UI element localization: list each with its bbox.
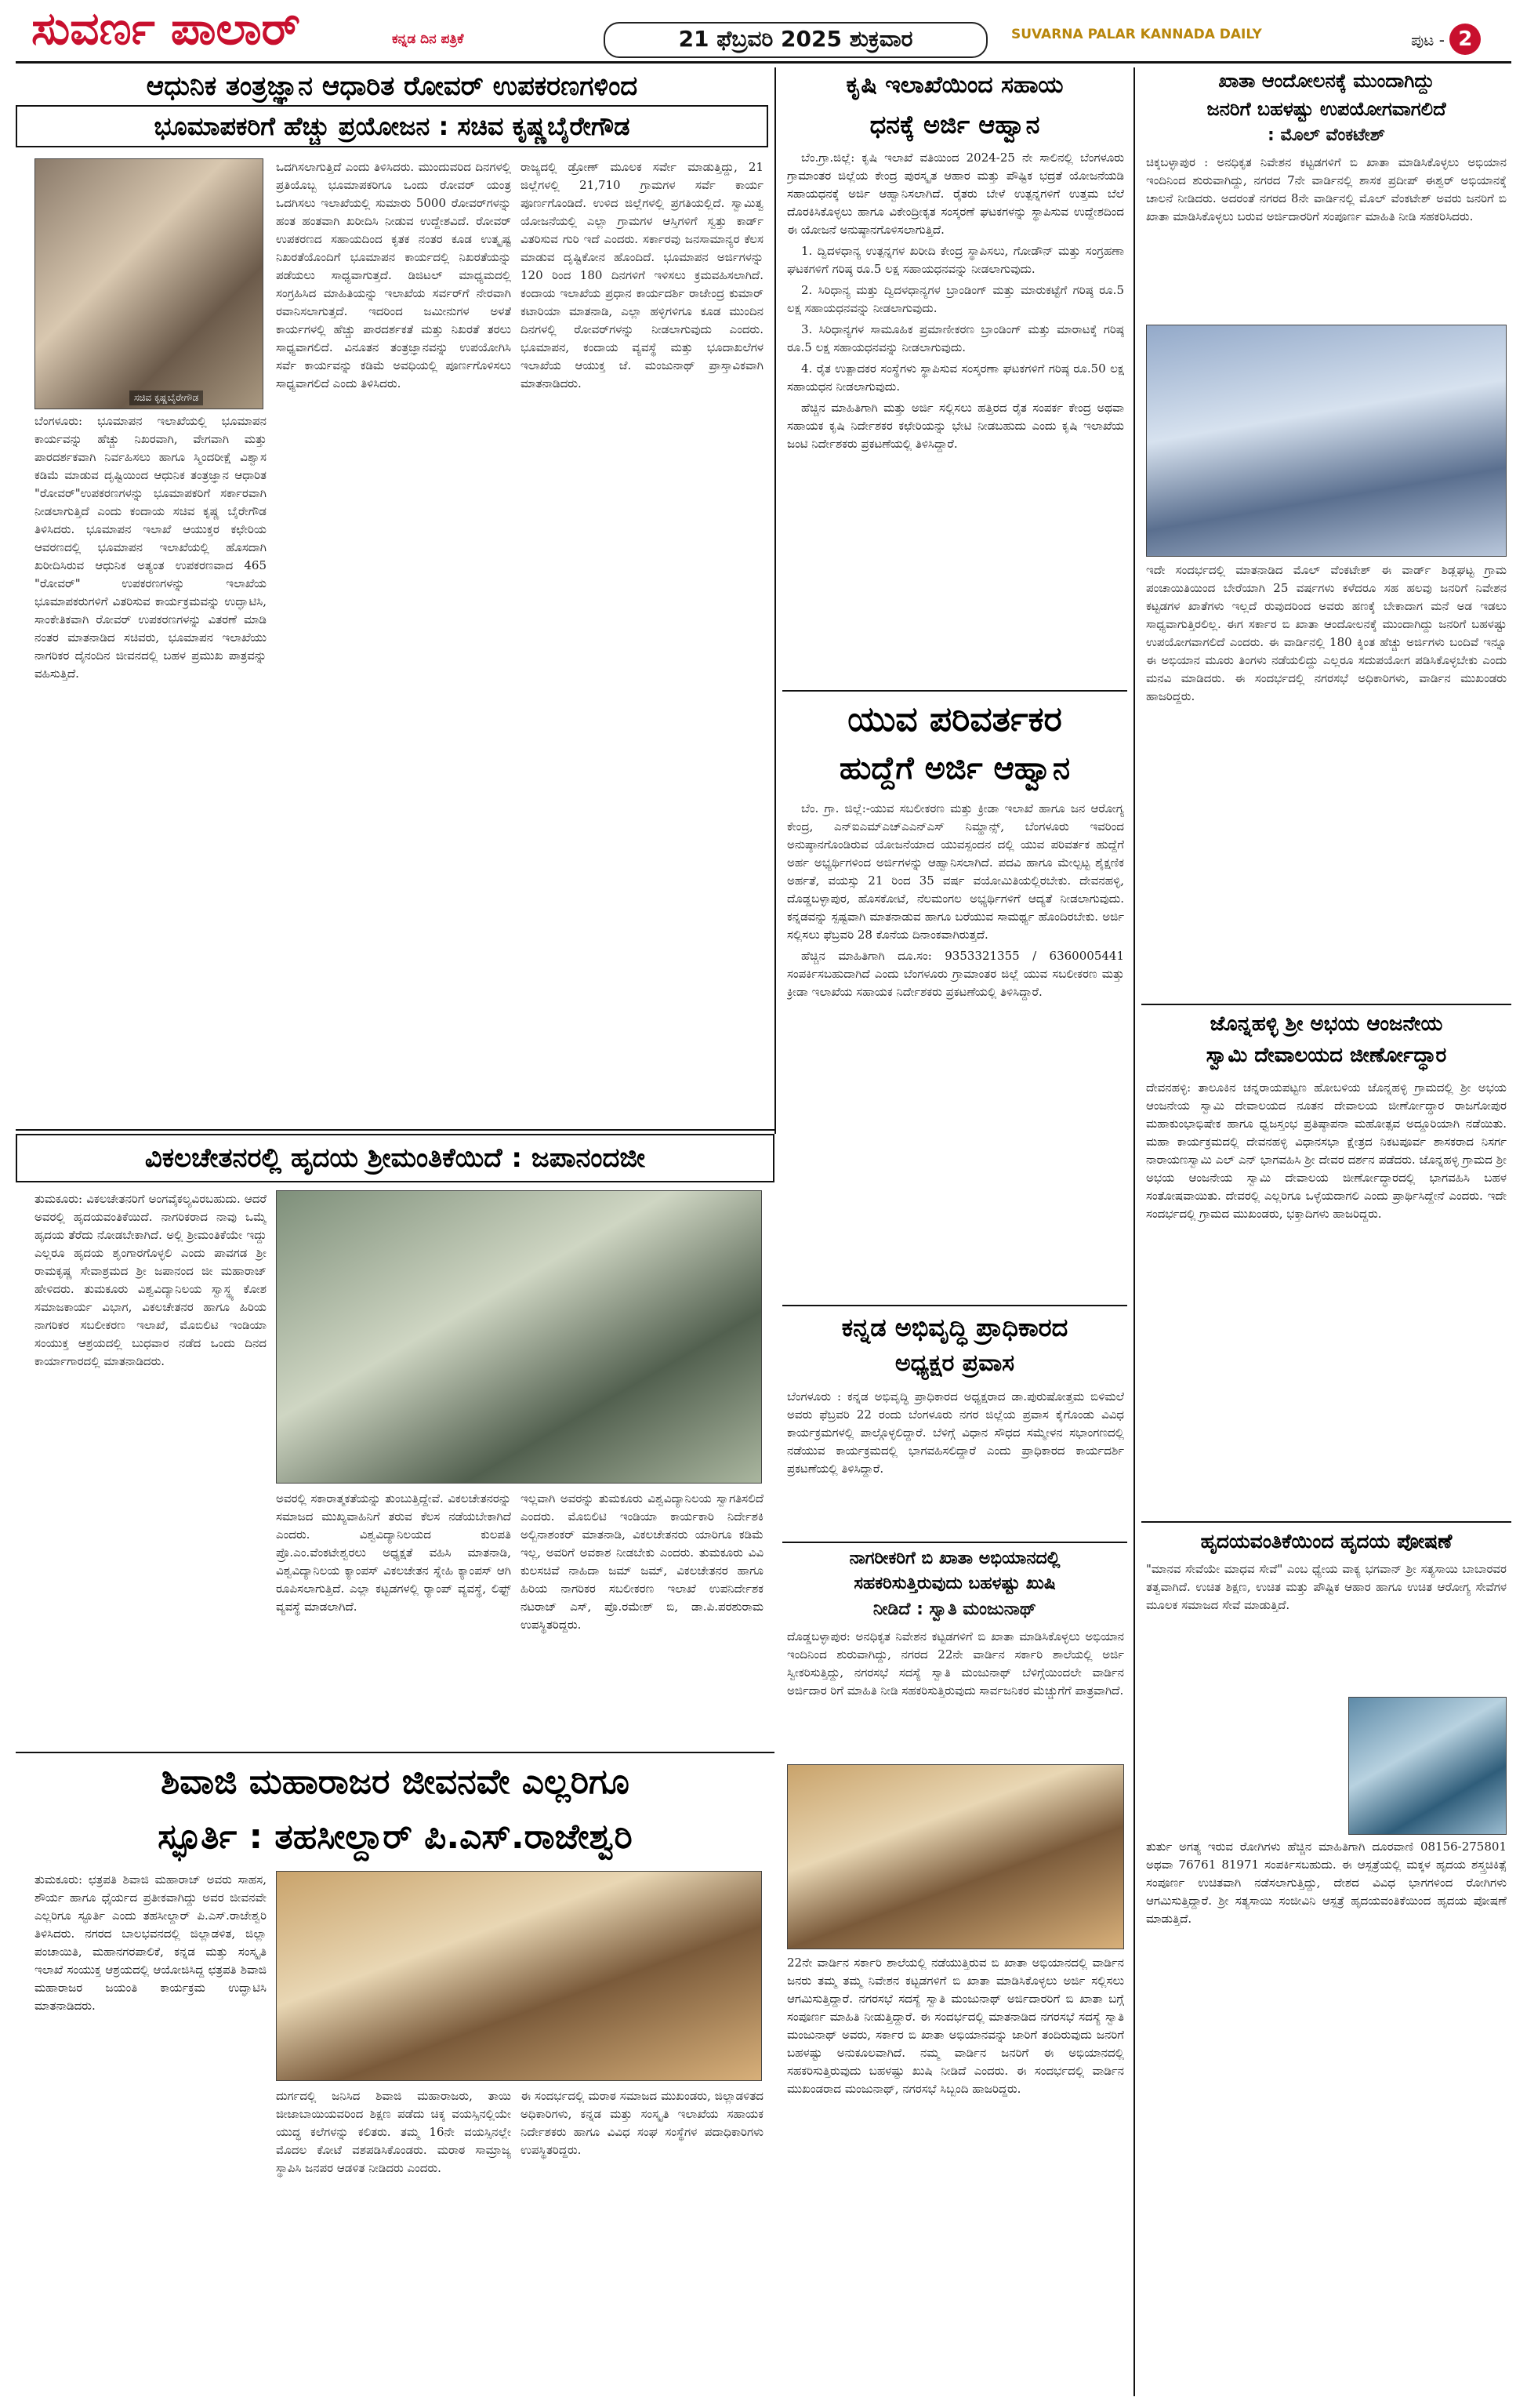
shivaji-headline-2: ಸ್ಫೂರ್ತಿ : ತಹಸೀಲ್ದಾರ್ ಪಿ.ಎಸ್.ರಾಜೇಶ್ವರಿ: [158, 1817, 633, 1857]
krishi-text: [787, 149, 1124, 706]
anjaneya-headline-2: ಸ್ವಾಮಿ ದೇವಾಲಯದ ಜೀರ್ಣೋದ್ಧಾರ: [1206, 1044, 1447, 1067]
shivaji-text-col2: ದುರ್ಗದಲ್ಲಿ ಜನಿಸಿದ ಶಿವಾಜಿ ಮಹಾರಾಜರು, ತಾಯಿ ಜೀಜಾಬಾಯಿಯವರಿಂದ ಶಿಕ್ಷಣ ಪಡೆದು ಚಿಕ್ಕ ವಯಸ್ಸಿನಲ್ಲಿಯೇ ಯುದ್ಧ ಕಲೆಗಳನ್ನು ಕಲಿತರು. ತಮ್ಮ 16ನೇ ವಯಸ್ಸಿನಲ್ಲೇ ಮೊದಲ ಕೋಟೆ ವಶಪಡಿಸಿಕೊಂಡರು. ಮರಾಠ ಸಾಮ್ರಾಜ್ಯ ಸ್ಥಾಪಿಸಿ ಜನಪರ ಆಡಳಿತ ನೀಡಿದರು ಎಂದರು.: [276, 2089, 511, 2175]
column-divider-1: [774, 67, 776, 1134]
anjaneya-headline-1: ಜೊನ್ನಹಳ್ಳಿ ಶ್ರೀ ಅಭಯ ಆಂಜನೇಯ: [1210, 1012, 1443, 1036]
hrudaya-text-top: "ಮಾನವ ಸೇವೆಯೇ ಮಾಧವ ಸೇವೆ" ಎಂಬ ಧ್ಯೇಯ ವಾಕ್ಯ ಭಗವಾನ್ ಶ್ರೀ ಸತ್ಯಸಾಯಿ ಬಾಬಾರವರ ತತ್ವವಾಗಿದೆ. ಉಚಿತ ಶಿಕ್ಷಣ, ಉಚಿತ ಮತ್ತು ಪೌಷ್ಟಿಕ ಆಹಾರ ಹಾಗೂ ಉಚಿತ ಆರೋಗ್ಯ ಸೇವೆಗಳ ಮೂಲಕ ಸಮಾಜದ ಸೇವೆ ಮಾಡುತ್ತಿದೆ.: [1146, 1562, 1507, 1612]
japananda-text-col3: ಇಲ್ಲವಾಗಿ ಅವರನ್ನು ತುಮಕೂರು ವಿಶ್ವವಿದ್ಯಾನಿಲಯ ಸ್ವಾಗತಿಸಲಿದೆ ಎಂದರು. ಮೊಬಿಲಿಟಿ ಇಂಡಿಯಾ ಕಾರ್ಯಕಾರಿ ನಿರ್ದೇಶಕಿ ಅಲ್ಬಿನಾಶಂಕರ್ ಮಾತನಾಡಿ, ವಿಕಲಚೇತನರು ಯಾರಿಗೂ ಕಡಿಮೆ ಇಲ್ಲ, ಅವರಿಗೆ ಅವಕಾಶ ನೀಡಬೇಕು ಎಂದರು. ತುಮಕೂರು ವಿವಿ ಕುಲಸಚಿವೆ ನಾಹಿದಾ ಜಮ್ ಜಮ್, ವಿಕಲಚೇತನರ ಹಾಗೂ ಹಿರಿಯ ನಾಗರಿಕರ ಸಬಲೀಕರಣ ಇಲಾಖೆ ಉಪನಿರ್ದೇಶಕ ನಟರಾಜ್ ಎಸ್, ಪ್ರೊ.ರಮೇಶ್ ಬಿ, ಡಾ.ಪಿ.ಪರಶುರಾಮ ಉಪಸ್ಥಿತರಿದ್ದರು.: [520, 1491, 764, 1632]
japananda-text-col2: ಅವರಲ್ಲಿ ಸಕಾರಾತ್ಮಕತೆಯನ್ನು ತುಂಬುತ್ತಿದ್ದೇವೆ. ವಿಕಲಚೇತನರನ್ನು ಸಮಾಜದ ಮುಖ್ಯವಾಹಿನಿಗೆ ತರುವ ಕೆಲಸ ನಡೆಯಬೇಕಾಗಿದೆ ಎಂದರು. ವಿಶ್ವವಿದ್ಯಾನಿಲಯದ ಕುಲಪತಿ ಪ್ರೊ.ಎಂ.ವೆಂಕಟೇಶ್ವರಲು ಅಧ್ಯಕ್ಷತೆ ವಹಿಸಿ ಮಾತನಾಡಿ, ವಿಶ್ವವಿದ್ಯಾನಿಲಯ ಕ್ಯಾಂಪಸ್ ವಿಕಲಚೇತನ ಸ್ನೇಹಿ ಕ್ಯಾಂಪಸ್ ಆಗಿ ರೂಪಿಸಲಾಗುತ್ತಿದೆ. ಎಲ್ಲಾ ಕಟ್ಟಡಗಳಲ್ಲಿ ರ್‍ಯಾಂಪ್ ವ್ಯವಸ್ಥೆ, ಲಿಫ್ಟ್ ವ್ಯವಸ್ಥೆ ಮಾಡಲಾಗಿದೆ.: [276, 1491, 511, 1614]
divider-rover-japananda: [16, 1129, 774, 1131]
molu-headline-2: ಜನರಿಗೆ ಬಹಳಷ್ಟು ಉಪಯೋಗವಾಗಲಿದೆ: [1206, 98, 1446, 120]
krishi-point-3: 3. ಸಿರಿಧಾನ್ಯಗಳ ಸಾಮೂಹಿಕ ಪ್ರಮಾಣೀಕರಣ ಬ್ರಾಂಡಿಂಗ್ ಮತ್ತು ಮಾರಾಟಕ್ಕೆ ಗರಿಷ್ಠ ರೂ.5 ಲಕ್ಷ ಸಹಾಯಧನವನ್ನು ನೀಡಲಾಗುವುದು.: [787, 322, 1124, 354]
khata-text-top: ದೊಡ್ಡಬಳ್ಳಾಪುರ: ಅನಧಿಕೃತ ನಿವೇಶನ ಕಟ್ಟಡಗಳಿಗೆ ಬಿ ಖಾತಾ ಮಾಡಿಸಿಕೊಳ್ಳಲು ಅಭಿಯಾನ ಇಂದಿನಿಂದ ಶುರುವಾಗಿದ್ದು, ನಗರದ 22ನೇ ವಾರ್ಡಿನ ಸರ್ಕಾರಿ ಶಾಲೆಯಲ್ಲಿ ಅರ್ಜಿ ಸ್ವೀಕರಿಸುತ್ತಿದ್ದು, ನಗರಸಭೆ ಸದಸ್ಯೆ ಸ್ವಾತಿ ಮಂಜುನಾಥ್ ಬೆಳಿಗ್ಗೆಯಿಂದಲೇ ವಾರ್ಡಿನ ಅರ್ಜಿದಾರ ರಿಗೆ ಮಾಹಿತಿ ನೀಡಿ ಸಹಕರಿಸುತ್ತಿರುವುದು ಸಾರ್ವಜನಿಕರ ಮೆಚ್ಚುಗೆಗೆ ಪಾತ್ರವಾಗಿದೆ.: [787, 1629, 1124, 1698]
kannada-text: ಬೆಂಗಳೂರು : ಕನ್ನಡ ಅಭಿವೃದ್ಧಿ ಪ್ರಾಧಿಕಾರದ ಅಧ್ಯಕ್ಷರಾದ ಡಾ.ಪುರುಷೋತ್ತಮ ಬಿಳಿಮಲೆ ಅವರು ಫೆಬ್ರವರಿ 22 ರಂದು ಬೆಂಗಳೂರು ನಗರ ಜಿಲ್ಲೆಯ ಪ್ರವಾಸ ಕೈಗೊಂಡು ವಿವಿಧ ಕಾರ್ಯಕ್ರಮಗಳಲ್ಲಿ ಪಾಲ್ಗೊಳ್ಳಲಿದ್ದಾರೆ. ಬೆಳಿಗ್ಗೆ ವಿಧಾನ ಸೌಧದ ಸಮ್ಮೇಳನ ಸಭಾಂಗಣದಲ್ಲಿ ನಡೆಯುವ ಕಾರ್ಯಕ್ರಮದಲ್ಲಿ ಭಾಗವಹಿಸಲಿದ್ದಾರೆ ಎಂದು ಪ್ರಾಧಿಕಾರದ ಕಾರ್ಯದರ್ಶಿ ಪ್ರಕಟಣೆಯಲ್ಲಿ ತಿಳಿಸಿದ್ದಾರೆ.: [787, 1389, 1124, 1476]
krishi-point-1: 1. ದ್ವಿದಳಧಾನ್ಯ ಉತ್ಪನ್ನಗಳ ಖರೀದಿ ಕೇಂದ್ರ ಸ್ಥಾಪಿಸಲು, ಗೋಡೌನ್ ಮತ್ತು ಸಂಗ್ರಹಣಾ ಘಟಕಗಳಿಗೆ ಗರಿಷ್ಠ ರೂ.5 ಲಕ್ಷ ಸಹಾಯಧನವನ್ನು ನೀಡಲಾಗುವುದು.: [787, 244, 1124, 276]
hrudaya-photo: [1348, 1697, 1507, 1835]
column-divider-2: [1133, 67, 1135, 2396]
japananda-headline: ವಿಕಲಚೇತನರಲ್ಲಿ ಹೃದಯ ಶ್ರೀಮಂತಿಕೆಯಿದೆ : ಜಪಾನಂದಜೀ: [16, 1134, 774, 1182]
divider-molu-anjaneya: [1141, 1004, 1511, 1005]
divider-krishi-yuva: [782, 690, 1127, 692]
divider-yuva-kannada: [782, 1305, 1127, 1306]
rover-text-col3: ರಾಜ್ಯದಲ್ಲಿ ಡ್ರೋಣ್ ಮೂಲಕ ಸರ್ವೇ ಮಾಡುತ್ತಿದ್ದು, 21 ಜಿಲ್ಲೆಗಳಲ್ಲಿ 21,710 ಗ್ರಾಮಗಳ ಸರ್ವೆ ಕಾರ್ಯ ಪೂರ್ಣಗೊಂಡಿದೆ. ಉಳಿದ ಜಿಲ್ಲೆಗಳಲ್ಲಿ ಪ್ರಗತಿಯಲ್ಲಿದೆ. ಸ್ವಾಮಿತ್ವ ಯೋಜನೆಯಲ್ಲಿ ಎಲ್ಲಾ ಗ್ರಾಮಗಳ ಆಸ್ತಿಗಳಿಗೆ ಸ್ವತ್ತು ಕಾರ್ಡ್ ವಿತರಿಸುವ ಗುರಿ ಇದೆ ಎಂದರು. ಸರ್ಕಾರವು ಜನಸಾಮಾನ್ಯರ ಕೆಲಸ ಮಾಡುವ ದೃಷ್ಟಿಕೋನ ಹೊಂದಿದೆ. ಭೂಮಾಪನ ಅರ್ಜಿಗಳನ್ನು 120 ರಿಂದ 180 ದಿನಗಳಿಗೆ ಇಳಿಸಲು ಕ್ರಮವಹಿಸಲಾಗಿದೆ. ಕಂದಾಯ ಇಲಾಖೆಯ ಪ್ರಧಾನ ಕಾರ್ಯದರ್ಶಿ ರಾಜೇಂದ್ರ ಕುಮಾರ್ ಕಟಾರಿಯಾ ಮಾತನಾಡಿ, ಎಲ್ಲಾ ಹಳ್ಳಿಗಳಿಗೂ ಕೂಡ ಮುಂದಿನ ದಿನಗಳಲ್ಲಿ ರೋವರ್‌ಗಳನ್ನು ನೀಡಲಾಗುವುದು ಎಂದರು. ಭೂಮಾಪನ, ಕಂದಾಯ ವ್ಯವಸ್ಥೆ ಮತ್ತು ಭೂದಾಖಲೆಗಳ ಇಲಾಖೆಯ ಆಯುಕ್ತ ಜೆ. ಮಂಜುನಾಥ್ ಪ್ರಾಸ್ತಾವಿಕವಾಗಿ ಮಾತನಾಡಿದರು.: [520, 160, 764, 390]
krishi-intro: ಬೆಂ.ಗ್ರಾ.ಜಿಲ್ಲೆ: ಕೃಷಿ ಇಲಾಖೆ ವತಿಯಿಂದ 2024-25 ನೇ ಸಾಲಿನಲ್ಲಿ ಬೆಂಗಳೂರು ಗ್ರಾಮಾಂತರ ಜಿಲ್ಲೆಯ ಕೇಂದ್ರ ಪುರಸ್ಕೃತ ಆಹಾರ ಮತ್ತು ಪೌಷ್ಟಿಕ ಭದ್ರತೆ ಯೋಜನೆಯಡಿ ಸಹಾಯಧನಕ್ಕೆ ಅರ್ಜಿ ಆಹ್ವಾನಿಸಲಾಗಿದೆ. ರೈತರು ಬೇಳೆ ಉತ್ಪನ್ನಗಳಿಗೆ ಉತ್ತಮ ಬೆಲೆ ದೊರಕಿಸಿಕೊಳ್ಳಲು ಹಾಗೂ ವಿಕೇಂದ್ರೀಕೃತ ಸಂಸ್ಕರಣೆ ಘಟಕಗಳನ್ನು ಸ್ಥಾಪಿಸುವ ಉದ್ದೇಶದಿಂದ ಈ ಯೋಜನೆ ಅನುಷ್ಠಾನಗೊಳಿಸಲಾಗುತ್ತಿದೆ.: [787, 151, 1124, 237]
rover-headline-2: ಭೂಮಾಪಕರಿಗೆ ಹೆಚ್ಚು ಪ್ರಯೋಜನ : ಸಚಿವ ಕೃಷ್ಣಬೈರೇಗೌಡ: [16, 105, 768, 147]
krishi-headline-1: ಕೃಷಿ ಇಲಾಖೆಯಿಂದ ಸಹಾಯ: [846, 71, 1064, 99]
molu-text-top: ಚಿಕ್ಕಬಳ್ಳಾಪುರ : ಅನಧಿಕೃತ ನಿವೇಶನ ಕಟ್ಟಡಗಳಿಗೆ ಬಿ ಖಾತಾ ಮಾಡಿಸಿಕೊಳ್ಳಲು ಅಭಿಯಾನ ಇಂದಿನಿಂದ ಶುರುವಾಗಿದ್ದು, ನಗರದ 7ನೇ ವಾರ್ಡಿನಲ್ಲಿ ಶಾಸಕ ಪ್ರದೀಪ್ ಈಶ್ವರ್ ಅಭಿಯಾನಕ್ಕೆ ಚಾಲನೆ ನೀಡಿದರು. ಅದರಂತೆ ನಗರದ 8ನೇ ವಾರ್ಡಿನಲ್ಲಿ ಮೊಲ್ ವೆಂಕಟೇಶ್ ಅವರು ಜನರಿಗೆ ಬಿ ಖಾತಾ ಮಾಡಿಸಿಕೊಳ್ಳಲು ಬರುವ ಅರ್ಜಿದಾರರಿಗೆ ಸಂಪೂರ್ಣ ಮಾಹಿತಿ ನೀಡಿ ಸಹಕರಿಸಿದರು.: [1146, 155, 1507, 223]
japananda-photo: [276, 1190, 762, 1484]
molu-headline-1: ಖಾತಾ ಆಂದೋಲನಕ್ಕೆ ಮುಂದಾಗಿದ್ದು: [1218, 70, 1435, 92]
divider-japananda-shivaji: [16, 1752, 774, 1753]
anjaneya-text: ದೇವನಹಳ್ಳಿ: ತಾಲೂಕಿನ ಚನ್ನರಾಯಪಟ್ಟಣ ಹೋಬಳಿಯ ಜೊನ್ನಹಳ್ಳಿ ಗ್ರಾಮದಲ್ಲಿ ಶ್ರೀ ಅಭಯ ಆಂಜನೇಯ ಸ್ವಾಮಿ ದೇವಾಲಯದ ನೂತನ ದೇವಾಲಯ ಜೀರ್ಣೋದ್ಧಾರ ರಾಜಗೋಪುರ ಮಹಾಕುಂಭಾಭಿಷೇಕ ಹಾಗೂ ಧ್ವಜಸ್ತಂಭ ಪ್ರತಿಷ್ಠಾಪನಾ ಮಹೋತ್ಸವ ಅದ್ದೂರಿಯಾಗಿ ನಡೆಯಿತು. ಮಹಾ ಕಾರ್ಯಕ್ರಮದಲ್ಲಿ ದೇವನಹಳ್ಳಿ ವಿಧಾನಸಭಾ ಕ್ಷೇತ್ರದ ನಿಕಟಪೂರ್ವ ಶಾಸಕರಾದ ನಿಸರ್ಗ ನಾರಾಯಣಸ್ವಾಮಿ ಎಲ್ ಎನ್ ಭಾಗವಹಿಸಿ ಶ್ರೀ ದೇವರ ದರ್ಶನ ಪಡೆದರು. ಜೊನ್ನಹಳ್ಳಿ ಗ್ರಾಮದ ಶ್ರೀ ಅಭಯ ಆಂಜನೇಯ ಸ್ವಾಮಿ ದೇವಾಲಯ ಜೀರ್ಣೋದ್ಧಾರದಲ್ಲಿ ಭಾಗವಹಿಸಿ ಬಹಳ ಸಂತೋಷವಾಯಿತು. ದೇವರಲ್ಲಿ ಎಲ್ಲರಿಗೂ ಒಳ್ಳೆಯದಾಗಲಿ ಎಂದು ಪ್ರಾರ್ಥಿಸಿದ್ದೇನೆ ಎಂದರು. ಇದೇ ಸಂದರ್ಭದಲ್ಲಿ ಗ್ರಾಮದ ಮುಖಂಡರು, ಭಕ್ತಾದಿಗಳು ಹಾಜರಿದ್ದರು.: [1146, 1081, 1507, 1221]
krishi-headline-2: ಧನಕ್ಕೆ ಅರ್ಜಿ ಆಹ್ವಾನ: [869, 110, 1040, 140]
masthead-rule: [16, 61, 1511, 64]
shivaji-photo: [276, 1871, 762, 2081]
newspaper-title: ಸುವರ್ಣ ಪಾಲಾರ್: [31, 2, 301, 55]
yuva-contact: ಹೆಚ್ಚಿನ ಮಾಹಿತಿಗಾಗಿ ದೂ.ಸಂ: 9353321355 / 6360005441 ಸಂಪರ್ಕಿಸಬಹುದಾಗಿದೆ ಎಂದು ಬೆಂಗಳೂರು ಗ್ರಾಮಾಂತರ ಜಿಲ್ಲೆ ಯುವ ಸಬಲೀಕರಣ ಮತ್ತು ಕ್ರೀಡಾ ಇಲಾಖೆಯ ಸಹಾಯಕ ನಿರ್ದೇಶಕರು ಪ್ರಕಟಣೆಯಲ್ಲಿ ತಿಳಿಸಿದ್ದಾರೆ.: [787, 949, 1124, 999]
khata-text-bottom: 22ನೇ ವಾರ್ಡಿನ ಸರ್ಕಾರಿ ಶಾಲೆಯಲ್ಲಿ ನಡೆಯುತ್ತಿರುವ ಬಿ ಖಾತಾ ಅಭಿಯಾನದಲ್ಲಿ ವಾರ್ಡಿನ ಜನರು ತಮ್ಮ ತಮ್ಮ ನಿವೇಶನ ಕಟ್ಟಡಗಳಿಗೆ ಬಿ ಖಾತಾ ಮಾಡಿಸಿಕೊಳ್ಳಲು ಅರ್ಜಿ ಸಲ್ಲಿಸಲು ಆಗಮಿಸುತ್ತಿದ್ದಾರೆ. ನಗರಸಭೆ ಸದಸ್ಯೆ ಸ್ವಾತಿ ಮಂಜುನಾಥ್ ಅರ್ಜಿದಾರರಿಗೆ ಬಿ ಖಾತಾ ಬಗ್ಗೆ ಸಂಪೂರ್ಣ ಮಾಹಿತಿ ನೀಡುತ್ತಿದ್ದಾರೆ. ಈ ಸಂದರ್ಭದಲ್ಲಿ ಮಾತನಾಡಿದ ನಗರಸಭೆ ಸದಸ್ಯೆ ಸ್ವಾತಿ ಮಂಜುನಾಥ್ ಅವರು, ಸರ್ಕಾರ ಬಿ ಖಾತಾ ಅಭಿಯಾನವನ್ನು ಜಾರಿಗೆ ತಂದಿರುವುದು ಜನರಿಗೆ ಬಹಳಷ್ಟು ಅನುಕೂಲವಾಗಿದೆ. ನಮ್ಮ ವಾರ್ಡಿನ ಜನರಿಗೆ ಈ ಅಭಿಯಾನದಲ್ಲಿ ಸಹಕರಿಸುತ್ತಿರುವುದು ಬಹಳಷ್ಟು ಖುಷಿ ನೀಡಿದೆ ಎಂದರು. ಈ ಸಂದರ್ಭದಲ್ಲಿ ವಾರ್ಡಿನ ಮುಖಂಡರಾದ ಮಂಜುನಾಥ್, ನಗರಸಭೆ ಸಿಬ್ಬಂದಿ ಹಾಜರಿದ್ದರು.: [787, 1956, 1124, 2096]
kannada-headline-1: ಕನ್ನಡ ಅಭಿವೃದ್ಧಿ ಪ್ರಾಧಿಕಾರದ: [841, 1313, 1068, 1342]
khata-headline-2: ಸಹಕರಿಸುತ್ತಿರುವುದು ಬಹಳಷ್ಟು ಖುಷಿ: [854, 1574, 1056, 1593]
hrudaya-headline: ಹೃದಯವಂತಿಕೆಯಿಂದ ಹೃದಯ ಪೋಷಣೆ: [1200, 1530, 1453, 1553]
molu-photo: [1146, 325, 1507, 557]
rover-headline-1: ಆಧುನಿಕ ತಂತ್ರಜ್ಞಾನ ಆಧಾರಿತ ರೋವರ್ ಉಪಕರಣಗಳಿಂದ: [146, 71, 638, 102]
divider-kannada-khata: [782, 1542, 1127, 1543]
shivaji-text-col3: ಈ ಸಂದರ್ಭದಲ್ಲಿ ಮರಾಠ ಸಮಾಜದ ಮುಖಂಡರು, ಜಿಲ್ಲಾಡಳಿತದ ಅಧಿಕಾರಿಗಳು, ಕನ್ನಡ ಮತ್ತು ಸಂಸ್ಕೃತಿ ಇಲಾಖೆಯ ಸಹಾಯಕ ನಿರ್ದೇಶಕರು ಹಾಗೂ ವಿವಿಧ ಸಂಘ ಸಂಸ್ಥೆಗಳ ಪದಾಧಿಕಾರಿಗಳು ಉಪಸ್ಥಿತರಿದ್ದರು.: [520, 2089, 764, 2157]
molu-text-bottom: ಇದೇ ಸಂದರ್ಭದಲ್ಲಿ ಮಾತನಾಡಿದ ಮೊಲ್ ವೆಂಕಟೇಶ್ ಈ ವಾರ್ಡ್ ಶಿಡ್ಲಘಟ್ಟ ಗ್ರಾಮ ಪಂಚಾಯಿತಿಯಿಂದ ಬೇರೆಯಾಗಿ 25 ವರ್ಷಗಳು ಕಳೆದರೂ ಸಹ ಹಲವು ಜನರಿಗೆ ನಿವೇಶನ ಕಟ್ಟಡಗಳ ಖಾತೆಗಳು ಇಲ್ಲದೆ ರುವುದರಿಂದ ಅವರು ಹಣಕ್ಕೆ ಬೇಕಾದಾಗ ಮನೆ ಅಡ ಇಡಲು ಸಾಧ್ಯವಾಗುತ್ತಿರಲಿಲ್ಲ. ಈಗ ಸರ್ಕಾರ ಬಿ ಖಾತಾ ಆಂದೋಲನಕ್ಕೆ ಮುಂದಾಗಿದ್ದು ಜನರಿಗೆ ಬಹಳಷ್ಟು ಉಪಯೋಗವಾಗಲಿದೆ ಎಂದರು. ಈ ವಾರ್ಡಿನಲ್ಲಿ 180 ಕ್ಕಿಂತ ಹೆಚ್ಚು ಅರ್ಜಿಗಳು ಬಂದಿವೆ ಇನ್ನೂ ಈ ಅಭಿಯಾನ ಮೂರು ತಿಂಗಳು ನಡೆಯಲಿದ್ದು ಎಲ್ಲರೂ ಸದುಪಯೋಗ ಪಡಿಸಿಕೊಳ್ಳಬೇಕು ಎಂದು ಮನವಿ ಮಾಡಿದರು. ಈ ಸಂದರ್ಭದಲ್ಲಿ ನಗರಸಭೆ ಅಧಿಕಾರಿಗಳು, ವಾರ್ಡಿನ ಮುಖಂಡರು ಹಾಜರಿದ್ದರು.: [1146, 563, 1507, 703]
krishi-point-4: 4. ರೈತ ಉತ್ಪಾದಕರ ಸಂಸ್ಥೆಗಳು ಸ್ಥಾಪಿಸುವ ಸಂಸ್ಕರಣಾ ಘಟಕಗಳಿಗೆ ಗರಿಷ್ಠ ರೂ.50 ಲಕ್ಷ ಸಹಾಯಧನ ನೀಡಲಾಗುವುದು.: [787, 361, 1124, 394]
japananda-text-col1: ತುಮಕೂರು: ವಿಕಲಚೇತನರಿಗೆ ಅಂಗವೈಕಲ್ಯವಿರಬಹುದು. ಆದರೆ ಅವರಲ್ಲಿ ಹೃದಯವಂತಿಕೆಯಿದೆ. ನಾಗರಿಕರಾದ ನಾವು ಒಮ್ಮೆ ಹೃದಯ ತೆರೆದು ನೋಡಬೇಕಾಗಿದೆ. ಅಲ್ಲಿ ಶ್ರೀಮಂತಿಕೆಯೇ ಇದ್ದು ಎಲ್ಲರೂ ಹೃದಯ ಶೃಂಗಾರಗೊಳ್ಳಲಿ ಎಂದು ಪಾವಗಡ ಶ್ರೀ ರಾಮಕೃಷ್ಣ ಸೇವಾಶ್ರಮದ ಶ್ರೀ ಜಪಾನಂದ ಜೀ ಮಹಾರಾಜ್ ಹೇಳಿದರು. ತುಮಕೂರು ವಿಶ್ವವಿದ್ಯಾನಿಲಯ ಸ್ವಾಸ್ಥ್ಯ ಕೋಶ ಸಮಾಜಕಾರ್ಯ ವಿಭಾಗ, ವಿಕಲಚೇತನರ ಹಾಗೂ ಹಿರಿಯ ನಾಗರಿಕರ ಸಬಲೀಕರಣ ಇಲಾಖೆ, ಮೊಬಿಲಿಟಿ ಇಂಡಿಯಾ ಸಂಯುಕ್ತ ಆಶ್ರಯದಲ್ಲಿ ಬುಧವಾರ ನಡೆದ ಒಂದು ದಿನದ ಕಾರ್ಯಾಗಾರದಲ್ಲಿ ಮಾತನಾಡಿದರು.: [34, 1192, 267, 1368]
newspaper-english-name: SUVARNA PALAR KANNADA DAILY: [1011, 27, 1262, 42]
hrudaya-text-bottom: ತುರ್ತು ಅಗತ್ಯ ಇರುವ ರೋಗಿಗಳು ಹೆಚ್ಚಿನ ಮಾಹಿತಿಗಾಗಿ ದೂರವಾಣಿ 08156-275801 ಅಥವಾ 76761 81971 ಸಂಪರ್ಕಿಸಬಹುದು. ಈ ಆಸ್ಪತ್ರೆಯಲ್ಲಿ ಮಕ್ಕಳ ಹೃದಯ ಶಸ್ತ್ರಚಿಕಿತ್ಸೆ ಸಂಪೂರ್ಣ ಉಚಿತವಾಗಿ ನಡೆಸಲಾಗುತ್ತಿದ್ದು, ದೇಶದ ವಿವಿಧ ಭಾಗಗಳಿಂದ ರೋಗಿಗಳು ಆಗಮಿಸುತ್ತಿದ್ದಾರೆ. ಶ್ರೀ ಸತ್ಯಸಾಯಿ ಸಂಜೀವಿನಿ ಆಸ್ಪತ್ರೆ ಹೃದಯವಂತಿಕೆಯಿಂದ ಹೃದಯ ಪೋಷಣೆ ಮಾಡುತ್ತಿದೆ.: [1146, 1840, 1507, 1926]
yuva-text: [787, 800, 1124, 1302]
molu-byline: : ಮೊಲ್ ವೆಂಕಟೇಶ್: [1267, 125, 1385, 145]
issue-date: 21 ಫೆಬ್ರವರಿ 2025 ಶುಕ್ರವಾರ: [604, 22, 988, 58]
newspaper-tagline: ಕನ್ನಡ ದಿನ ಪತ್ರಿಕೆ: [392, 31, 464, 47]
yuva-headline-1: ಯುವ ಪರಿವರ್ತಕರ: [847, 699, 1062, 739]
page-label: ಪುಟ -: [1411, 31, 1445, 49]
shivaji-headline-1: ಶಿವಾಜಿ ಮಹಾರಾಜರ ಜೀವನವೇ ಎಲ್ಲರಿಗೂ: [161, 1762, 629, 1802]
rover-text-col1: ಬೆಂಗಳೂರು: ಭೂಮಾಪನ ಇಲಾಖೆಯಲ್ಲಿ ಭೂಮಾಪನ ಕಾರ್ಯವನ್ನು ಹೆಚ್ಚು ನಿಖರವಾಗಿ, ವೇಗವಾಗಿ ಮತ್ತು ಪಾರದರ್ಶಕವಾಗಿ ನಿರ್ವಹಿಸಲು ಹಾಗೂ ಸ್ಮಿಂದರೀಕ್ಷೆ ವಿಶ್ವಾಸ ಕಡಿಮೆ ಮಾಡುವ ದೃಷ್ಟಿಯಿಂದ ಆಧುನಿಕ ತಂತ್ರಜ್ಞಾನ ಆಧಾರಿತ "ರೋವರ್"ಉಪಕರಣಗಳನ್ನು ಭೂಮಾಪಕರಿಗೆ ಸರ್ಕಾರವಾಗಿ ನೀಡಲಾಗುತ್ತಿದೆ ಎಂದು ಕಂದಾಯ ಸಚಿವ ಕೃಷ್ಣ ಬೈರೇಗೌಡ ತಿಳಿಸಿದರು. ಭೂಮಾಪನ ಇಲಾಖೆ ಆಯುಕ್ತರ ಕಛೇರಿಯ ಆವರಣದಲ್ಲಿ ಭೂಮಾಪನ ಇಲಾಖೆಯಲ್ಲಿ ಹೊಸದಾಗಿ ಖರೀದಿಸಿರುವ ಆಧುನಿಕ ಅತ್ಯಂತ ಉಪಕರಣವಾದ 465 "ರೋವರ್" ಉಪಕರಣಗಳನ್ನು ಇಲಾಖೆಯ ಭೂಮಾಪಕರುಗಳಿಗೆ ವಿತರಿಸುವ ಕಾರ್ಯಕ್ರಮವನ್ನು ಉದ್ಘಾಟಿಸಿ, ಸಾಂಕೇತಿಕವಾಗಿ ರೋವರ್ ಉಪಕರಣಗಳನ್ನು ವಿತರಣೆ ಮಾಡಿ ನಂತರ ಮಾತನಾಡಿದ ಸಚಿವರು, ಭೂಮಾಪನ ಇಲಾಖೆಯು ನಾಗರಿಕರ ದೈನಂದಿನ ಜೀವನದಲ್ಲಿ ಬಹಳ ಪ್ರಮುಖ ಪಾತ್ರವನ್ನು ವಹಿಸುತ್ತಿದೆ.: [34, 414, 267, 681]
page-number: 2: [1449, 24, 1481, 55]
shivaji-text-col1: ತುಮಕೂರು: ಛತ್ರಪತಿ ಶಿವಾಜಿ ಮಹಾರಾಜ್ ಅವರು ಸಾಹಸ, ಶೌರ್ಯ ಹಾಗೂ ಧೈರ್ಯದ ಪ್ರತೀಕವಾಗಿದ್ದು ಅವರ ಜೀವನವೇ ಎಲ್ಲರಿಗೂ ಸ್ಫೂರ್ತಿ ಎಂದು ತಹಸೀಲ್ದಾರ್ ಪಿ.ಎಸ್.ರಾಜೇಶ್ವರಿ ತಿಳಿಸಿದರು. ನಗರದ ಬಾಲಭವನದಲ್ಲಿ ಜಿಲ್ಲಾಡಳಿತ, ಜಿಲ್ಲಾ ಪಂಚಾಯಿತಿ, ಮಹಾನಗರಪಾಲಿಕೆ, ಕನ್ನಡ ಮತ್ತು ಸಂಸ್ಕೃತಿ ಇಲಾಖೆ ಸಂಯುಕ್ತ ಆಶ್ರಯದಲ್ಲಿ ಆಯೋಜಿಸಿದ್ದ ಛತ್ರಪತಿ ಶಿವಾಜಿ ಮಹಾರಾಜರ ಜಯಂತಿ ಕಾರ್ಯಕ್ರಮ ಉದ್ಘಾಟಿಸಿ ಮಾತನಾಡಿದರು.: [34, 1872, 267, 2013]
yuva-main-text: ಬೆಂ. ಗ್ರಾ. ಜಿಲ್ಲೆ:-ಯುವ ಸಬಲೀಕರಣ ಮತ್ತು ಕ್ರೀಡಾ ಇಲಾಖೆ ಹಾಗೂ ಜನ ಆರೋಗ್ಯ ಕೇಂದ್ರ, ಎನ್ಐಎಮ್ಎಚ್ಎಎನ್ಎಸ್ ನಿಮ್ಹಾನ್ಸ್, ಬೆಂಗಳೂರು ಇವರಿಂದ ಅನುಷ್ಠಾನಗೊಂಡಿರುವ ಯೋಜನೆಯಾದ ಯುವಸ್ಪಂದನ ದಲ್ಲಿ ಯುವ ಪರಿವರ್ತಕ ಹುದ್ದೆಗೆ ಅರ್ಹ ಅಭ್ಯರ್ಥಿಗಳಿಂದ ಅರ್ಜಿಗಳನ್ನು ಆಹ್ವಾನಿಸಲಾಗಿದೆ. ಪದವಿ ಹಾಗೂ ಮೇಲ್ಪಟ್ಟ ಶೈಕ್ಷಣಿಕ ಅರ್ಹತೆ, ವಯಸ್ಸು 21 ರಿಂದ 35 ವರ್ಷ ವಯೋಮಿತಿಯಲ್ಲಿರಬೇಕು. ದೇವನಹಳ್ಳಿ, ದೊಡ್ಡಬಳ್ಳಾಪುರ, ಹೊಸಕೋಟೆ, ನೆಲಮಂಗಲ ಅಭ್ಯರ್ಥಿಗಳಿಗೆ ಆದ್ಯತೆ ನೀಡಲಾಗುವುದು. ಕನ್ನಡವನ್ನು ಸ್ಪಷ್ಟವಾಗಿ ಮಾತನಾಡುವ ಹಾಗೂ ಬರೆಯುವ ಸಾಮರ್ಥ್ಯ ಹೊಂದಿರಬೇಕು. ಅರ್ಜಿ ಸಲ್ಲಿಸಲು ಫೆಬ್ರವರಿ 28 ಕೊನೆಯ ದಿನಾಂಕವಾಗಿರುತ್ತದೆ.: [787, 801, 1124, 942]
krishi-point-2: 2. ಸಿರಿಧಾನ್ಯ ಮತ್ತು ದ್ವಿದಳಧಾನ್ಯಗಳ ಬ್ರಾಂಡಿಂಗ್ ಮತ್ತು ಮಾರುಕಟ್ಟೆಗೆ ಗರಿಷ್ಠ ರೂ.5 ಲಕ್ಷ ಸಹಾಯಧನವನ್ನು ನೀಡಲಾಗುವುದು.: [787, 283, 1124, 315]
divider-anjaneya-hrudaya: [1141, 1521, 1511, 1523]
khata-headline-1: ನಾಗರೀಕರಿಗೆ ಬಿ ಖಾತಾ ಅಭಿಯಾನದಲ್ಲಿ: [849, 1549, 1061, 1568]
minister-photo-caption: ಸಚಿವ ಕೃಷ್ಣಬೈರೇಗೌಡ: [129, 390, 203, 405]
khata-photo: [787, 1764, 1124, 1949]
rover-text-col2: ಒದಗಿಸಲಾಗುತ್ತಿದೆ ಎಂದು ತಿಳಿಸಿದರು. ಮುಂದುವರಿದ ದಿನಗಳಲ್ಲಿ ಪ್ರತಿಯೊಬ್ಬ ಭೂಮಾಪಕರಿಗೂ ಒಂದು ರೋವರ್ ಯಂತ್ರ ಒದಗಿಸಲು ಇಲಾಖೆಯಲ್ಲಿ ಸುಮಾರು 5000 ರೋವರ್‌ಗಳನ್ನು ಹಂತ ಹಂತವಾಗಿ ಖರೀದಿಸಿ ನೀಡುವ ಉದ್ದೇಶವಿದೆ. ರೋವರ್ ಉಪಕರಣದ ಸಹಾಯದಿಂದ ಕೃತಕ ನಂತರ ಕೂಡ ಉತ್ಕೃಷ್ಟ ನಿಖರತೆಯೊಂದಿಗೆ ಭೂಮಾಪನ ಕಾರ್ಯದಲ್ಲಿ ನಿಖರತೆಯನ್ನು ಪಡೆಯಲು ಸಾಧ್ಯವಾಗುತ್ತದೆ. ಡಿಜಿಟಲ್ ಮಾಧ್ಯಮದಲ್ಲಿ ಸಂಗ್ರಹಿಸಿದ ಮಾಹಿತಿಯನ್ನು ಇಲಾಖೆಯ ಸರ್ವರ್‌ಗೆ ನೇರವಾಗಿ ರವಾನಿಸಲಾಗುತ್ತದೆ. ಇದರಿಂದ ಜಮೀನುಗಳ ಅಳತೆ ಕಾರ್ಯಗಳಲ್ಲಿ ಹೆಚ್ಚು ಪಾರದರ್ಶಕತೆ ಮತ್ತು ನಿಖರತೆ ತರಲು ಸಾಧ್ಯವಾಗಲಿದೆ. ವಿನೂತನ ತಂತ್ರಜ್ಞಾನವನ್ನು ಉಪಯೋಗಿಸಿ ಸರ್ವೆ ಕಾರ್ಯವನ್ನು ಕಡಿಮೆ ಅವಧಿಯಲ್ಲಿ ಪೂರ್ಣಗೊಳಿಸಲು ಸಾಧ್ಯವಾಗಲಿದೆ ಎಂದು ತಿಳಿಸಿದರು.: [276, 160, 511, 390]
kannada-headline-2: ಅಧ್ಯಕ್ಷರ ಪ್ರವಾಸ: [894, 1349, 1015, 1377]
minister-photo: [34, 158, 263, 409]
yuva-headline-2: ಹುದ್ದೆಗೆ ಅರ್ಜಿ ಆಹ್ವಾನ: [839, 750, 1071, 786]
page-indicator: [1411, 24, 1521, 55]
khata-byline: ನೀಡಿದೆ : ಸ್ವಾತಿ ಮಂಜುನಾಥ್: [872, 1600, 1037, 1619]
krishi-closing: ಹೆಚ್ಚಿನ ಮಾಹಿತಿಗಾಗಿ ಮತ್ತು ಅರ್ಜಿ ಸಲ್ಲಿಸಲು ಹತ್ತಿರದ ರೈತ ಸಂಪರ್ಕ ಕೇಂದ್ರ ಅಥವಾ ಸಹಾಯಕ ಕೃಷಿ ನಿರ್ದೇಶಕರ ಕಛೇರಿಯನ್ನು ಭೇಟಿ ನೀಡಬಹುದು ಎಂದು ಕೃಷಿ ಇಲಾಖೆಯ ಜಂಟಿ ನಿರ್ದೇಶಕರು ಪ್ರಕಟಣೆಯಲ್ಲಿ ತಿಳಿಸಿದ್ದಾರೆ.: [787, 401, 1124, 451]
